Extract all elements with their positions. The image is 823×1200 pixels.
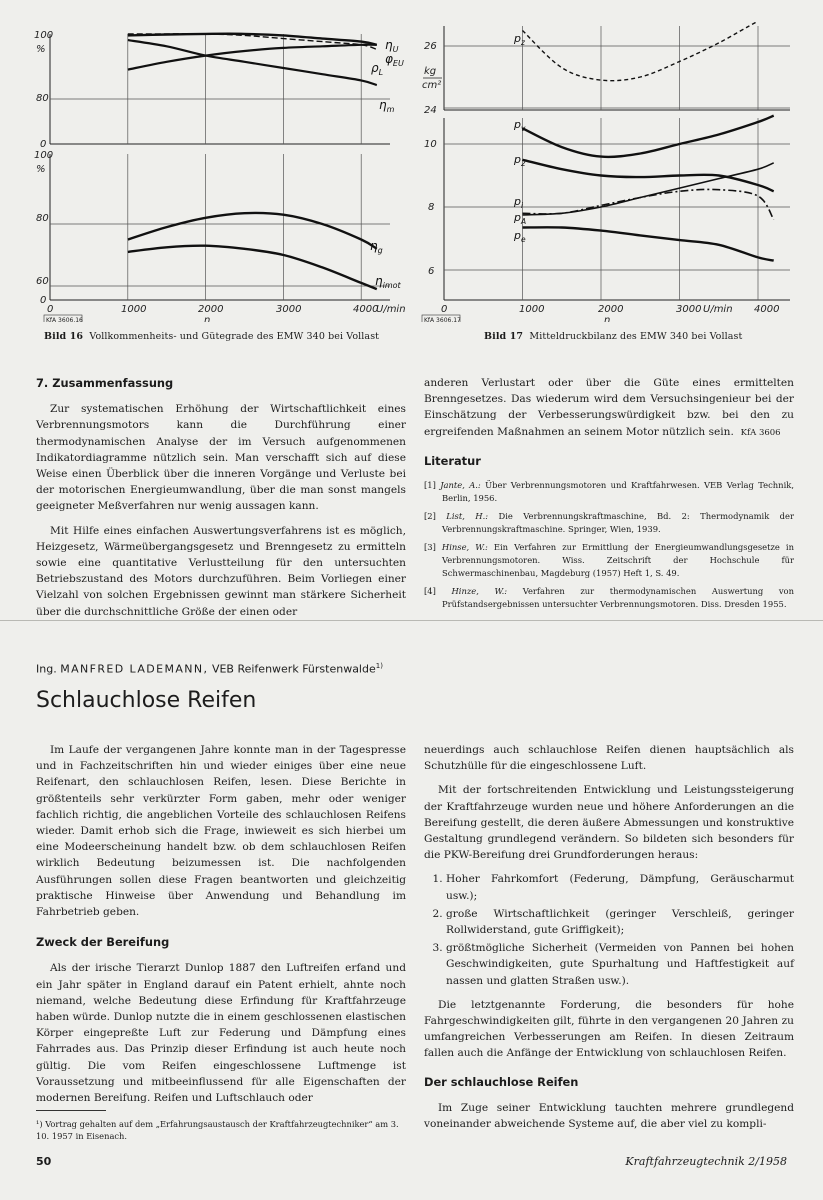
paragraph: Mit Hilfe eines einfachen Auswertungsverfahrens ist es möglich, Heizgesetz, Wärmeübergangsgesetz und Brenngesetz zu ermitteln sowie eine quantitative Verlustteilung für den untersuchten Betriebszustand des Motors durchzuführen. Beim Vorliegen einer Vielzahl von solchen Ergebnissen gewinnt man stärkere Sicherheit über die durchschnittliche Größe der einen oder	[36, 524, 406, 618]
section-heading: Zweck der Bereifung	[36, 935, 170, 950]
fig16-ytick: 0	[40, 139, 47, 150]
fig17-xtick: 0	[441, 304, 448, 315]
fig17-xtick: 4000	[754, 304, 780, 315]
fig17-ytick: 6	[428, 266, 435, 277]
paragraph: Im Laufe der vergangenen Jahre konnte man in der Tagespresse und in Fachzeitschriften hin und wieder einiges über eine neue Reifenart, den schlauchlosen Reifen, lesen. Diese Berichte in größtenteils sehr verkürzter Form gaben, mehr oder weniger fachlich richtig, die angeblichen Vorteile des schlauchlosen Reifens wieder. Damit erhob sich die Frage, inwieweit es sich hierbei um eine Modeerscheinung handelt bzw. ob dem schlauchlosen Reifen wirklich Bedeutung beizumessen ist. Die nachfolgenden Ausführungen sollen diese Fragen beantworten und gleichzeitig praktische Hinweise über Anwendung und Behandlung im Fahrbetrieb geben.	[36, 744, 406, 919]
fig16-ytick: 80	[36, 93, 49, 104]
affiliation: VEB Reifenwerk Fürstenwalde	[211, 662, 376, 676]
label-rho-l: $\rho_L$	[371, 61, 384, 77]
article-right-column	[424, 742, 794, 1140]
paragraph: Die letztgenannte Forderung, die besonders für hohe Fahrgeschwindigkeiten gilt, führte in den vergangenen 20 Jahren zu umfangreichen Verbesserungen am Reifen. In diesen Zeitraum fallen auch die Anfänge der Entwicklung von schlauchlosen Reifen.	[424, 998, 794, 1060]
fig17-stamp	[422, 315, 461, 322]
fig17-ytick: 10	[424, 139, 437, 150]
author-line: Ing. MANFRED LADEMANN, VEB Reifenwerk Fürstenwalde$^{1)}$	[36, 662, 383, 676]
svg-text:KfA 3606.16: KfA 3606.16	[46, 317, 83, 322]
fig16-xtick: 1000	[121, 304, 147, 315]
label-eta-g: $\eta_g$	[370, 239, 383, 255]
caption-label: Bild 17	[484, 331, 524, 342]
fig16-xtick: 3000	[276, 304, 302, 315]
paragraph: anderen Verlustart oder über die Güte eines ermittelten Brenngesetzes. Das wiederum wird dem Versuchsingenieur bei der Einschätzung der Verbesserungswürdigkeit bzw. bei den zu ergreifenden Maßnahmen an seinem Motor nützlich sein. KfA 3606	[424, 377, 794, 438]
fig17-xunit: U/min	[703, 304, 733, 315]
page-number: 50	[36, 1155, 52, 1168]
fig16-xtick: 2000	[198, 304, 224, 315]
fig17-axes	[444, 26, 790, 300]
reference-item: [4] Hinze, W.: Verfahren zur thermodynamischen Auswertung von Prüfstandsergebnissen untersuchter Verbrennungsmotoren. Diss. Dresden 1955.	[424, 586, 794, 609]
fig16-ytick: 100	[34, 150, 54, 161]
fig16-ytick: 80	[36, 213, 49, 224]
reference-item: [3] Hinse, W.: Ein Verfahren zur Ermittlung der Energieumwandlungsgesetze in Verbrennungsmotoren. Wiss. Zeitschrift der Hochschule für Schwermaschinenbau, Magdeburg (1957) Heft 1, S. 49.	[424, 542, 794, 578]
paragraph: neuerdings auch schlauchlose Reifen dienen hauptsächlich als Schutzhülle für die eingeschlossene Luft.	[424, 744, 794, 773]
caption-text: Vollkommenheits- und Gütegrade des EMW 340 bei Vollast	[89, 331, 380, 342]
series-line-l	[128, 45, 377, 70]
fig17-unit: cm²	[422, 80, 442, 91]
fig17-ytick: 8	[428, 202, 435, 213]
fig16-xlabel: n	[204, 315, 211, 322]
svg-text:KfA 3606.17: KfA 3606.17	[424, 317, 461, 322]
ref-code: KfA 3606	[740, 427, 781, 438]
article-title: Schlauchlose Reifen	[36, 688, 257, 713]
footnote: ¹) Vortrag gehalten auf dem „Erfahrungsaustausch der Kraftfahrzeugtechniker“ am 3. 10. 1957 in Eisenach.	[36, 1119, 399, 1142]
paragraph: Mit der fortschreitenden Entwicklung und Leistungssteigerung der Kraftfahrzeuge wurden neue und höhere Anforderungen an die Bereifung gestellt, die deren äußere Abmessungen und konstruktive Gestaltung grundlegend verändern. So bildeten sich besonders für die PKW-Bereifung drei Grundforderungen heraus:	[424, 784, 794, 862]
fig16-axes	[50, 34, 390, 300]
list-item: 1. Hoher Fahrkomfort (Federung, Dämpfung, Geräuscharmut usw.);	[446, 871, 794, 903]
caption-text: Mitteldruckbilanz des EMW 340 bei Vollast	[529, 331, 743, 342]
series-line-pv	[523, 116, 774, 157]
fig17-xtick: 2000	[598, 304, 624, 315]
fig17-xlabel: n	[604, 315, 611, 322]
section-heading: 7. Zusammenfassung	[36, 376, 174, 390]
caption-label: Bild 16	[44, 331, 84, 342]
fig16-xtick: 4000	[353, 304, 379, 315]
reference-item: [1] Jante, A.: Über Verbrennungsmotoren und Kraftfahrwesen. VEB Verlag Technik, Berlin, 1956.	[424, 480, 794, 503]
fig16-ytick: %	[36, 44, 46, 55]
fig16-ytick: 0	[40, 295, 47, 306]
section-divider	[0, 620, 823, 621]
footnote-separator	[36, 1110, 106, 1111]
series-line-g	[128, 213, 377, 249]
label-pv: $p_v$	[514, 118, 526, 133]
label-eta-u: $\eta_U$	[385, 38, 399, 54]
fig16-ytick: 60	[36, 276, 49, 287]
fig17-ytick: 24	[424, 105, 437, 116]
requirements-list	[424, 871, 794, 988]
summary-right-column	[424, 375, 794, 616]
paragraph: Als der irische Tierarzt Dunlop 1887 den Luftreifen erfand und ein Jahr später in England darauf ein Patent erhielt, ahnte noch niemand, welche Bedeutung diese Erfindung für Kraftfahrzeuge haben würde. Dunlop nutzte die in einem geschlossenen elastischen Körper eingepreßte Luft zur Federung und Dämpfung eines Fahrrades aus. Das Prinzip dieser Erfindung ist auch heute noch gültig. Die vom Reifen eingeschlossene Luftmenge ist Voraussetzung und mitbeeinflussend für alle Eigenschaften der modernen Bereifung. Reifen und Luftschlauch oder	[36, 962, 406, 1105]
fig17-xtick: 3000	[676, 304, 702, 315]
paragraph: Im Zuge seiner Entwicklung tauchten mehrere grundlegend voneinander abweichende Systeme auf, die aber viel zu kompli-	[424, 1101, 794, 1131]
author-name: MANFRED LADEMANN,	[60, 662, 209, 676]
label-pe: $p_e$	[514, 229, 526, 244]
series-line-imot	[128, 246, 377, 289]
label-eta-imot: $\eta_{imot}$	[375, 274, 401, 290]
fig17-ytick: 26	[424, 41, 437, 52]
summary-left-column	[36, 375, 406, 628]
literatur-heading: Literatur	[424, 453, 481, 468]
section-heading: Der schlauchlose Reifen	[424, 1074, 579, 1089]
label-eta-m: $\eta_m$	[379, 98, 395, 114]
label-p2: $p_2$	[514, 153, 526, 168]
fig16-stamp	[44, 315, 83, 322]
fig16-xunit: U/min	[376, 304, 406, 315]
label-pi: $p_i$	[514, 195, 524, 210]
footnote-mark: 1)	[375, 662, 383, 670]
fig17-unit: kg	[424, 66, 437, 77]
article-left-column	[36, 742, 406, 1114]
series-line-pi	[523, 189, 774, 219]
figure-16	[30, 22, 410, 322]
paragraph: Zur systematischen Erhöhung der Wirtschaftlichkeit eines Verbrennungsmotors kann die Durchführung einer thermodynamischen Analyse der im Versuch aufgenommenen Indikatordiagramme nützlich sein. Man verschafft sich auf diese Weise einen Überblick über die inneren Vorgänge und Verluste bei der motorischen Energieumwandlung, über die man sonst mangels geeigneter Meßverfahren nur wenig aussagen kann.	[36, 403, 406, 513]
caption-fig17	[484, 331, 742, 342]
series-line-pe	[523, 227, 774, 260]
series-line-p2	[523, 160, 774, 192]
figure-17	[418, 22, 808, 322]
fig16-ytick: %	[36, 164, 46, 175]
reference-item: [2] List, H.: Die Verbrennungskraftmaschine, Bd. 2: Thermodynamik der Verbrennungskraftmaschine. Springer, Wien, 1939.	[424, 511, 795, 534]
caption-fig16	[44, 331, 379, 342]
label-pz: $p_z$	[514, 32, 525, 47]
label-phi-eu: $\varphi_{EU}$	[385, 52, 404, 68]
fig17-xtick: 1000	[519, 304, 545, 315]
series-line-pz	[523, 22, 774, 81]
fig16-xtick: 0	[47, 304, 54, 315]
fig16-ytick: 100	[34, 30, 54, 41]
list-item: 3. größtmögliche Sicherheit (Vermeiden von Pannen bei hohen Geschwindigkeiten, gute Spurhaltung und Haftfestigkeit auf nassen und glatten Straßen usw.).	[446, 940, 794, 989]
journal-name: Kraftfahrzeugtechnik 2/1958	[625, 1155, 787, 1168]
list-item: 2. große Wirtschaftlichkeit (geringer Verschleiß, geringer Rollwiderstand, gute Griffigkeit);	[446, 906, 794, 938]
label-pa: $p_A$	[514, 211, 527, 226]
